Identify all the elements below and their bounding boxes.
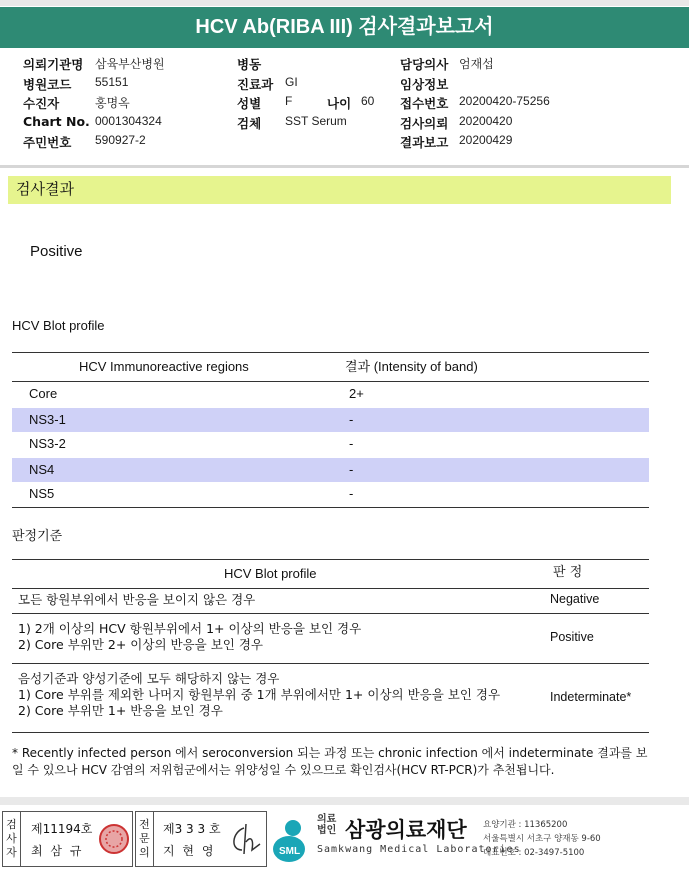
- footer-divider: [0, 797, 689, 805]
- company-address: 서울특별시 서초구 양재동 9-60: [483, 834, 601, 844]
- company-name: 삼광의료재단: [345, 818, 467, 842]
- specialist-label: 전문의: [136, 812, 154, 866]
- table-row: [12, 408, 649, 432]
- request-date-label: 검사의뢰: [400, 116, 449, 131]
- chart-no-label: Chart No.: [23, 114, 90, 129]
- institution-value: 삼육부산병원: [95, 57, 165, 71]
- criteria-cell: 음성기준과 양성기준에 모두 해당하지 않는 경우 1) Core 부위를 제외한 나머지 항원부위 중 1개 부위에서만 1+ 이상의 반응을 보인 경우 2) Core 부위만 1+ 반응을 보인 경우: [18, 671, 501, 718]
- inspector-signature-box: [2, 811, 133, 867]
- resident-no-label: 주민번호: [23, 135, 72, 150]
- result-section-header: 검사결과: [8, 176, 671, 204]
- inspector-name: 최 삼 규: [31, 844, 84, 858]
- department-value: GI: [285, 75, 298, 89]
- doctor-signature-box: [135, 811, 267, 867]
- sex-value: F: [285, 94, 293, 108]
- result-value: Positive: [30, 243, 83, 260]
- patient-info-panel: [0, 53, 689, 163]
- result-cell: -: [349, 436, 354, 451]
- footnote: * Recently infected person 에서 seroconversion 되는 과정 또는 chronic infection 에서 indeterminate 결과를 보일 수 있으나 HCV 감염의 저위험군에서는 위양성일 수 있으므로 확인검사(HCV RT-PCR)가 추천됩니다.: [12, 746, 648, 777]
- doctor-license: 제3 3 3 호: [163, 822, 221, 836]
- report-date-label: 결과보고: [400, 135, 449, 150]
- region-cell: NS5: [29, 486, 55, 501]
- inspector-license: 제11194호: [31, 822, 93, 836]
- col-judgment-header: 판 정: [553, 565, 583, 580]
- institution-label: 의뢰기관명: [23, 57, 84, 72]
- department-label: 진료과: [237, 77, 274, 92]
- col-result-header: 결과 (Intensity of band): [345, 359, 478, 374]
- result-cell: -: [349, 412, 354, 427]
- specimen-value: SST Serum: [285, 114, 347, 128]
- seal-stamp-icon: [97, 822, 131, 856]
- company-name-en: Samkwang Medical Laboratories: [317, 844, 521, 855]
- ward-label: 병동: [237, 57, 262, 72]
- doctor-name: 지 현 영: [163, 844, 216, 858]
- criteria-title: 판정기준: [12, 529, 63, 544]
- hospital-code-value: 55151: [95, 75, 129, 89]
- age-value: 60: [361, 94, 375, 108]
- corp-type: 의료법인: [317, 814, 337, 836]
- result-cell: -: [349, 462, 354, 477]
- specimen-label: 검체: [237, 116, 262, 131]
- chart-no-value: 0001304324: [95, 114, 162, 128]
- criteria-cell: 모든 항원부위에서 반응을 보이지 않은 경우: [18, 592, 256, 607]
- table-row: [12, 382, 649, 406]
- company-logo-area: [271, 812, 689, 868]
- examinee-label: 수진자: [23, 96, 60, 111]
- region-cell: NS3-1: [29, 412, 66, 427]
- sex-label: 성별: [237, 96, 262, 111]
- sml-logo-icon: [271, 816, 315, 864]
- judgment-cell: Indeterminate*: [550, 690, 632, 704]
- region-cell: NS3-2: [29, 436, 66, 451]
- age-label: 나이: [327, 96, 352, 111]
- criteria-cell: 1) 2개 이상의 HCV 항원부위에서 1+ 이상의 반응을 보인 경우 2) Core 부위만 2+ 이상의 반응을 보인 경우: [18, 621, 362, 652]
- examinee-value: 홍명옥: [95, 96, 130, 110]
- top-border: [0, 0, 689, 6]
- company-phone: 대표번호 : 02-3497-5100: [483, 848, 585, 858]
- receipt-no-label: 접수번호: [400, 96, 449, 111]
- judgment-cell: Positive: [550, 630, 594, 644]
- table-row: [12, 458, 649, 482]
- request-date-value: 20200420: [459, 114, 513, 128]
- logo-text: SML: [279, 846, 301, 857]
- region-cell: NS4: [29, 462, 55, 477]
- judgment-cell: Negative: [550, 592, 600, 606]
- section-divider: [0, 165, 689, 168]
- col-region-header: HCV Immunoreactive regions: [79, 359, 249, 374]
- blot-profile-title: HCV Blot profile: [12, 318, 105, 333]
- report-date-value: 20200429: [459, 133, 513, 147]
- table-row: [12, 432, 649, 456]
- resident-no-value: 590927-2: [95, 133, 146, 147]
- institution-code: 요양기관 : 11365200: [483, 820, 568, 830]
- result-cell: 2+: [349, 386, 364, 401]
- region-cell: Core: [29, 386, 58, 401]
- signature-icon: [224, 820, 264, 860]
- doctor-label: 담당의사: [400, 57, 449, 72]
- report-title: HCV Ab(RIBA III) 검사결과보고서: [0, 7, 689, 48]
- clinical-info-label: 임상정보: [400, 77, 449, 92]
- receipt-no-value: 20200420-75256: [459, 94, 550, 108]
- result-cell: -: [349, 486, 354, 501]
- table-row: [12, 482, 649, 506]
- col-profile-header: HCV Blot profile: [224, 566, 317, 581]
- inspector-label: 검사자: [3, 812, 21, 866]
- doctor-value: 엄재섭: [459, 57, 494, 71]
- hospital-code-label: 병원코드: [23, 77, 72, 92]
- blot-table-header: [12, 352, 649, 381]
